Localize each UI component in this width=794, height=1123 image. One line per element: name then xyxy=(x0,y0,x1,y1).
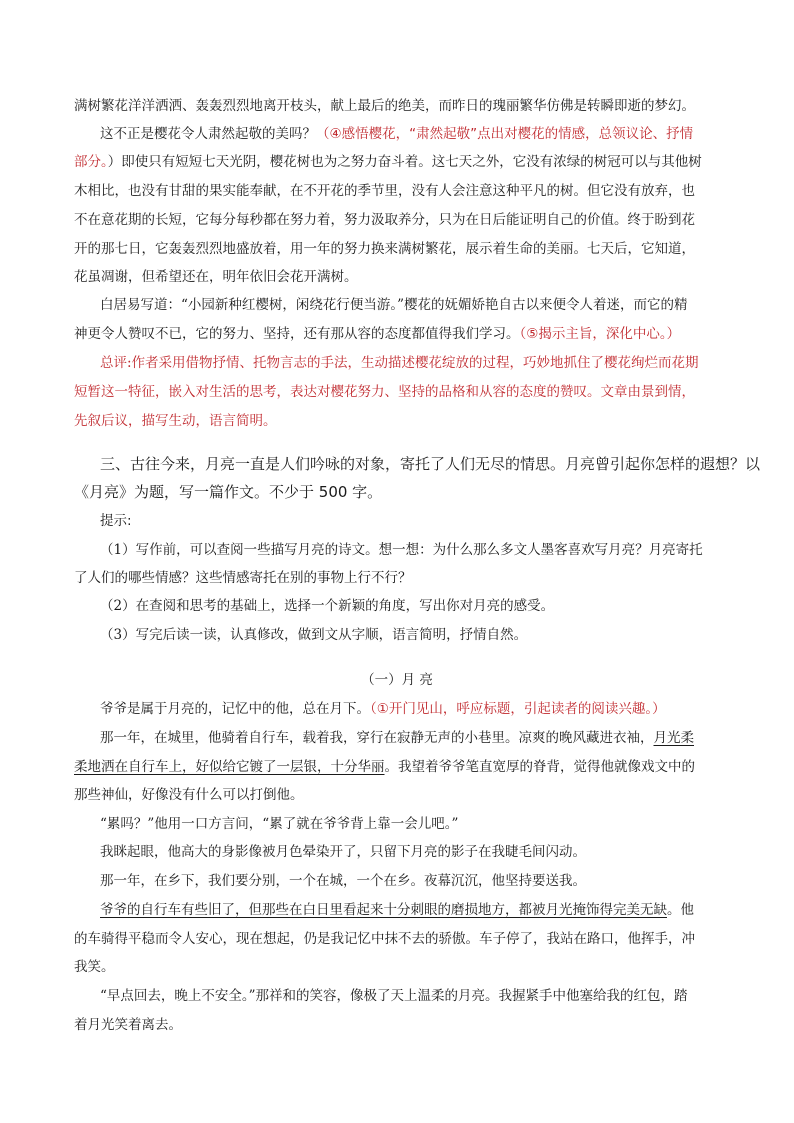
essay-line: 那一年，在乡下，我们要分别，一个在城，一个在乡。夜幕沉沉，他坚持要送我。 xyxy=(100,873,586,889)
essay-line: 的车骑得平稳而令人安心，现在想起，仍是我记忆中抹不去的骄傲。车子停了，我站在路口，他挥手，冲 xyxy=(74,931,695,947)
passage-line: 满树繁花洋洋洒洒、轰轰烈烈地离开枝头，献上最后的绝美，而昨日的瑰丽繁华仿佛是转瞬即逝的梦幻。 xyxy=(74,98,695,114)
annotation: （④感悟樱花，“肃然起敬”点出对樱花的情感，总领议论、抒情 xyxy=(316,126,694,142)
underlined-sentence: 爷爷的自行车有些旧了，但那些在白日里看起来十分刺眼的磨损地方，都被月光掩饰得完美无缺 xyxy=(100,902,667,918)
passage-line: 神更令人赞叹不已，它的努力、坚持，还有那从容的态度都值得我们学习。（⑤揭示主旨，深化中心。） xyxy=(74,326,681,342)
commentary-line: 先叙后议，描写生动，语言简明。 xyxy=(74,413,277,429)
essay-line: “累吗？”他用一口方言问，“累了就在爷爷背上靠一会儿吧。” xyxy=(100,816,459,832)
tip-line: （3）写完后读一读，认真修改，做到文从字顺，语言简明，抒情自然。 xyxy=(100,627,528,643)
tip-line: （2）在查阅和思考的基础上，选择一个新颖的角度，写出你对月亮的感受。 xyxy=(100,598,555,614)
tips-label: 提示: xyxy=(100,513,132,529)
essay-line: 我眯起眼，他高大的身影像被月色晕染开了，只留下月亮的影子在我睫毛间闪动。 xyxy=(100,844,586,860)
passage-line: 木相比，也没有甘甜的果实能奉献，在不开花的季节里，没有人会注意这种平凡的树。但它没有放弃，也 xyxy=(74,183,695,199)
annotation: 部分。 xyxy=(74,154,108,170)
annotation: （①开门见山，呼应标题，引起读者的阅读兴趣。） xyxy=(370,701,666,717)
essay-title: （一）月 亮 xyxy=(361,672,433,688)
tip-line: （1）写作前，可以查阅一些描写月亮的诗文。想一想：为什么那么多文人墨客喜欢写月亮？月亮寄托 xyxy=(100,542,703,558)
commentary-line: 短暂这一特征，嵌入对生活的思考，表达对樱花努力、坚持的品格和从容的态度的赞叹。文章由景到情， xyxy=(74,384,695,400)
passage-line: 花虽凋谢，但希望还在，明年依旧会花开满树。 xyxy=(74,269,358,285)
passage-line: 不在意花期的长短，它每分每秒都在努力着，努力汲取养分，只为在日后能证明自己的价值。终于盼到花 xyxy=(74,212,695,228)
essay-line: “早点回去，晚上不安全。”那祥和的笑容，像极了天上温柔的月亮。我握紧手中他塞给我的红包，踏 xyxy=(100,988,688,1004)
task-prompt: 《月亮》为题，写一篇作文。不少于 500 字。 xyxy=(74,483,383,501)
essay-line: 那些神仙，好像没有什么可以打倒他。 xyxy=(74,787,304,803)
underlined-sentence: 月光柔 xyxy=(653,730,694,746)
essay-line: 着月光笑着离去。 xyxy=(74,1017,182,1033)
passage-line: 部分。）即使只有短短七天光阴，樱花树也为之努力奋斗着。这七天之外，它没有浓绿的树冠可以与其他树 xyxy=(74,154,702,170)
essay-line: 爷爷的自行车有些旧了，但那些在白日里看起来十分刺眼的磨损地方，都被月光掩饰得完美无缺。他 xyxy=(100,902,694,918)
essay-line: 我笑。 xyxy=(74,959,115,975)
essay-line: 柔地洒在自行车上，好似给它镀了一层银，十分华丽。我望着爷爷笔直宽厚的脊背，觉得他就像戏文中的 xyxy=(74,759,695,775)
passage-line: 这不正是樱花令人肃然起敬的美吗？（④感悟樱花，“肃然起敬”点出对樱花的情感，总领议论、抒情 xyxy=(100,126,694,142)
commentary-line: 总评:作者采用借物抒情、托物言志的手法，生动描述樱花绽放的过程，巧妙地抓住了樱花绚烂而花期 xyxy=(100,355,699,371)
passage-line: 开的那七日，它轰轰烈烈地盛放着，用一年的努力换来满树繁花，展示着生命的美丽。七天后，它知道， xyxy=(74,241,695,257)
essay-line: 那一年，在城里，他骑着自行车，载着我，穿行在寂静无声的小巷里。凉爽的晚风藏进衣袖，月光柔 xyxy=(100,730,694,746)
task-prompt: 三、古往今来，月亮一直是人们吟咏的对象，寄托了人们无尽的情思。月亮曾引起你怎样的遐想？以 xyxy=(100,455,761,473)
passage-line: 白居易写道：“小园新种红樱树，闲绕花行便当游。”樱花的妩媚娇艳自古以来便令人着迷，而它的精 xyxy=(100,297,688,313)
underlined-sentence: 柔地洒在自行车上，好似给它镀了一层银，十分华丽 xyxy=(74,759,385,775)
annotation: （⑤揭示主旨，深化中心。） xyxy=(519,326,681,342)
tip-line: 了人们的哪些情感？这些情感寄托在别的事物上行不行？ xyxy=(74,570,412,586)
essay-line: 爷爷是属于月亮的，记忆中的他，总在月下。（①开门见山，呼应标题，引起读者的阅读兴趣。） xyxy=(100,701,666,717)
